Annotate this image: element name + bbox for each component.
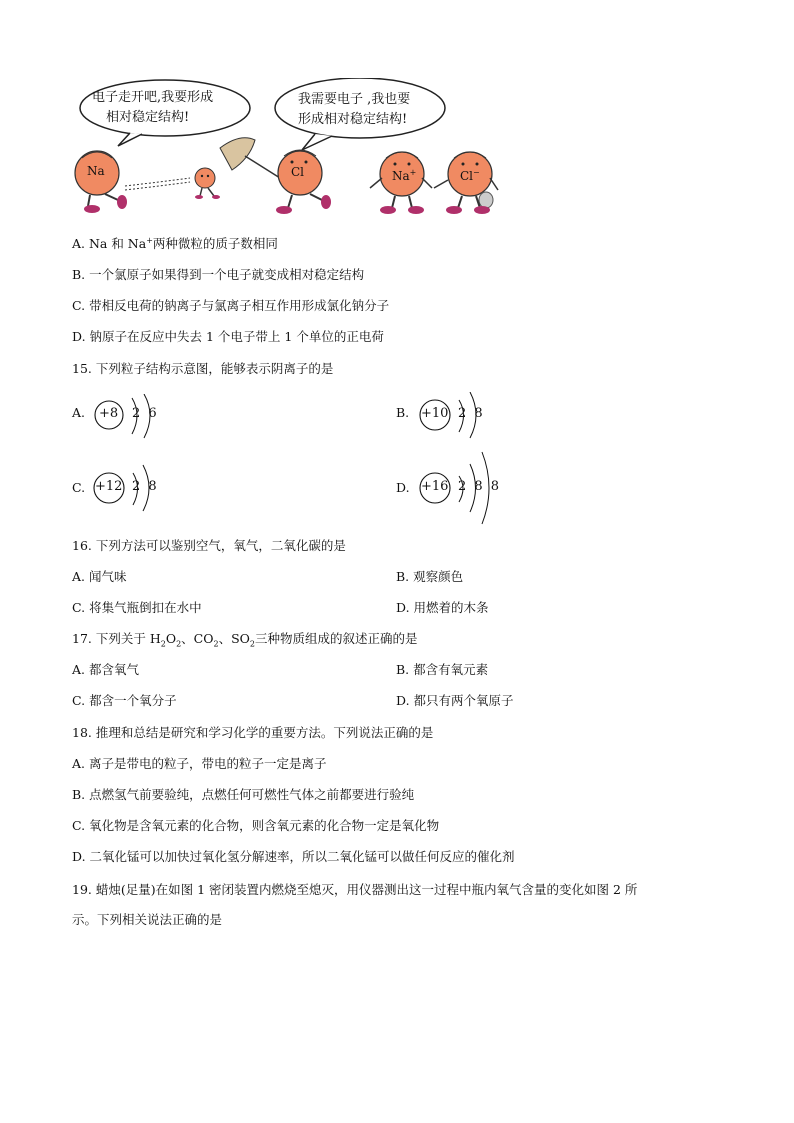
q16-stem: 16. 下列方法可以鉴别空气，氧气，二氧化碳的是 (72, 538, 346, 553)
q16-option-b: B. 观察颜色 (396, 569, 464, 584)
bubble-1-text (92, 88, 213, 128)
q16-option-c: C. 将集气瓶倒扣在水中 (72, 600, 202, 615)
q15-option-d-label: D. (396, 480, 410, 495)
cl-ion-label: Cl− (460, 168, 480, 183)
q17-option-b: B. 都含有氧元素 (396, 662, 489, 677)
q19-stem-line-1: 19. 蜡烛(足量)在如图 1 密闭装置内燃烧至熄灭，用仪器测出这一过程中瓶内氧气含量的变化如图 2 所 (72, 882, 638, 897)
bubble-1-line-2: 相对稳定结构! (106, 110, 190, 125)
bubble-1-line-1: 电子走开吧,我要形成 (92, 90, 214, 105)
q15-option-a-diagram (94, 394, 164, 444)
q18-option-a: A. 离子是带电的粒子，带电的粒子一定是离子 (72, 756, 327, 771)
q14-option-a-text: A. Na 和 Na (72, 236, 147, 251)
q17-stem: 17. 下列关于 $H_2O_2$、$CO_2$、$SO_2$三种物质组成的叙述正确的是 (72, 631, 418, 649)
na-atom-label: Na (87, 164, 105, 178)
bubble-2-text (298, 90, 410, 130)
q18-option-b: B. 点燃氢气前要验纯，点燃任何可燃性气体之前都要进行验纯 (72, 787, 415, 802)
q14-option-b: B. 一个氯原子如果得到一个电子就变成相对稳定结构 (72, 267, 365, 282)
q17-option-c: C. 都含一个氧分子 (72, 693, 177, 708)
cartoon-illustration (70, 78, 510, 223)
bubble-2-line-1: 我需要电子 ,我也要 (298, 92, 411, 107)
q15-option-d-diagram (418, 450, 498, 530)
q16-option-d: D. 用燃着的木条 (396, 600, 489, 615)
na-ion-character (370, 152, 432, 214)
q18-stem: 18. 推理和总结是研究和学习化学的重要方法。下列说法正确的是 (72, 725, 434, 740)
q15-option-c-diagram (92, 463, 162, 517)
nucleus-charge: +16 (421, 479, 449, 494)
butterfly-net (220, 138, 280, 178)
electron-numbers: 2 6 (132, 406, 157, 421)
q18-option-d: D. 二氧化锰可以加快过氧化氢分解速率，所以二氧化锰可以做任何反应的催化剂 (72, 849, 515, 864)
q15-option-b-diagram (418, 392, 488, 444)
q15-stem: 15. 下列粒子结构示意图，能够表示阴离子的是 (72, 361, 334, 376)
q14-option-a-sup: + (146, 235, 153, 245)
nucleus-charge: +8 (99, 406, 119, 421)
q14-option-d: D. 钠原子在反应中失去 1 个电子带上 1 个单位的正电荷 (72, 329, 384, 344)
cl-atom-character (276, 150, 331, 214)
q18-option-c: C. 氧化物是含氧元素的化合物，则含氧元素的化合物一定是氧化物 (72, 818, 440, 833)
electron-numbers: 2 8 8 (458, 479, 500, 494)
q15-option-b-label: B. (396, 405, 410, 420)
nucleus-charge: +10 (421, 406, 449, 421)
q15-option-a-label: A. (72, 405, 86, 420)
electron-numbers: 2 8 (458, 406, 483, 421)
na-atom-character (75, 151, 127, 213)
q14-option-c: C. 带相反电荷的钠离子与氯离子相互作用形成氯化钠分子 (72, 298, 390, 313)
na-ion-label: Na+ (392, 168, 417, 183)
q17-option-d: D. 都只有两个氧原子 (396, 693, 514, 708)
q14-option-a (72, 234, 278, 252)
nucleus-charge: +12 (95, 479, 123, 494)
q14-option-a-text-2: 两种微粒的质子数相同 (152, 236, 278, 251)
q16-option-a: A. 闻气味 (72, 569, 127, 584)
cl-ion-character (434, 152, 498, 214)
electron-character (195, 168, 220, 199)
cl-atom-label: Cl (291, 165, 305, 179)
bubble-2-line-2: 形成相对稳定结构! (298, 112, 408, 127)
q17-option-a: A. 都含氧气 (72, 662, 139, 677)
q19-stem-line-2: 示。下列相关说法正确的是 (72, 912, 223, 927)
electron-numbers: 2 8 (132, 479, 157, 494)
q15-option-c-label: C. (72, 480, 86, 495)
